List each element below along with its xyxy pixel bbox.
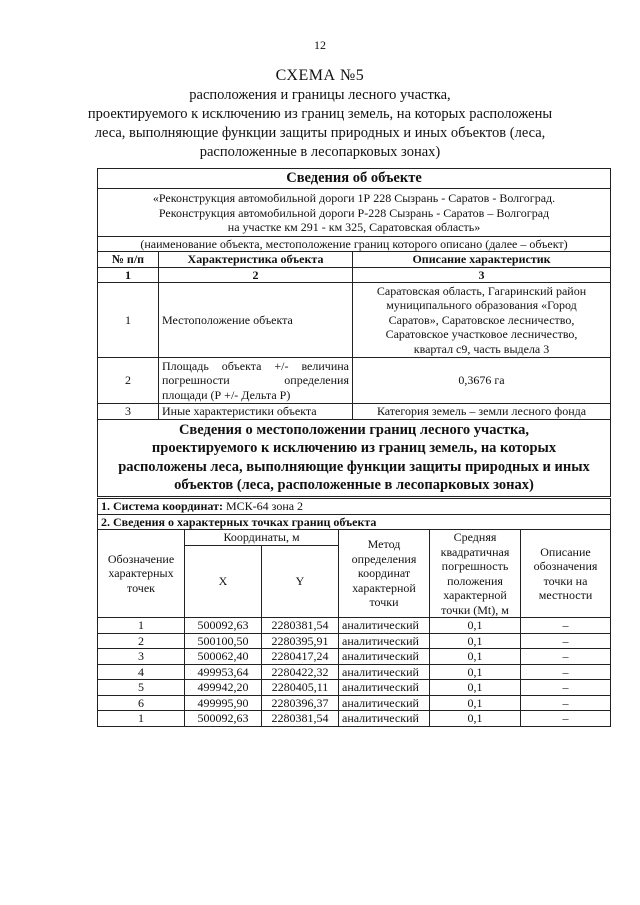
characteristic-line: площади (Р +/- Дельта Р) xyxy=(162,387,291,402)
document-subtitle-line: проектируемого к исключению из границ земель, на которых расположены xyxy=(87,106,553,122)
cell-description: – xyxy=(521,695,611,711)
cell-y: 2280381,54 xyxy=(262,711,339,727)
object-name-line: «Реконструкция автомобильной дороги 1Р 228 Сызрань - Саратов - Волгоград. xyxy=(152,191,556,205)
cell-x: 500092,63 xyxy=(185,618,262,634)
coordinate-system xyxy=(98,499,611,515)
cell-method: аналитический xyxy=(339,680,430,696)
description-line: Саратовская область, Гагаринский район xyxy=(376,283,587,298)
page-number: 12 xyxy=(314,38,326,52)
cell-method: аналитический xyxy=(339,633,430,649)
cell-y: 2280396,37 xyxy=(262,695,339,711)
table-row xyxy=(98,633,611,649)
header-point-description: Описание обозначения точки на местности xyxy=(521,530,611,618)
header-number: № п/п xyxy=(98,252,159,268)
cell-method: аналитический xyxy=(339,618,430,634)
cell-accuracy: 0,1 xyxy=(430,633,521,649)
row-number: 2 xyxy=(98,358,159,404)
document-heading xyxy=(40,66,600,162)
cell-accuracy: 0,1 xyxy=(430,649,521,665)
cell-accuracy: 0,1 xyxy=(430,680,521,696)
cell-x: 500100,50 xyxy=(185,633,262,649)
table-row xyxy=(98,618,611,634)
header-description: Описание характеристик xyxy=(353,252,611,268)
cell-accuracy: 0,1 xyxy=(430,711,521,727)
cell-x: 500092,63 xyxy=(185,711,262,727)
coordinate-system-value: МСК-64 зона 2 xyxy=(225,499,304,513)
cell-accuracy: 0,1 xyxy=(430,618,521,634)
row-number: 3 xyxy=(98,404,159,420)
characteristic-line: Площадь объекта +/- величина xyxy=(162,358,349,373)
cell-description: – xyxy=(521,633,611,649)
object-name-caption: (наименование объекта, местоположение границ которого описано (далее – объект) xyxy=(98,236,611,252)
location-title-line: объектов (леса, расположенные в лесопарковых зонах) xyxy=(174,477,534,493)
table-row xyxy=(98,711,611,727)
cell-x: 499995,90 xyxy=(185,695,262,711)
points-section-title: 2. Сведения о характерных точках границ объекта xyxy=(98,514,611,530)
row-characteristic: Иные характеристики объекта xyxy=(159,404,353,420)
header-y: Y xyxy=(262,546,339,618)
document-subtitle-line: расположения и границы лесного участка, xyxy=(189,87,451,103)
cell-point: 6 xyxy=(98,695,185,711)
document-subtitle-line: расположенные в лесопарковых зонах) xyxy=(199,144,441,160)
cell-description: – xyxy=(521,618,611,634)
table-row xyxy=(98,649,611,665)
cell-x: 500062,40 xyxy=(185,649,262,665)
row-characteristic: Местоположение объекта xyxy=(159,283,353,358)
document-subtitle-line: леса, выполняющие функции защиты природных и иных объектов (леса, xyxy=(94,125,546,141)
cell-description: – xyxy=(521,664,611,680)
location-title-line: Сведения о местоположении границ лесного участка, xyxy=(178,421,530,438)
cell-point: 1 xyxy=(98,711,185,727)
table-row xyxy=(98,664,611,680)
column-number: 1 xyxy=(98,267,159,283)
cell-x: 499942,20 xyxy=(185,680,262,696)
characteristic-line: погрешности определения xyxy=(162,373,349,388)
cell-accuracy: 0,1 xyxy=(430,664,521,680)
header-characteristic: Характеристика объекта xyxy=(159,252,353,268)
cell-point: 2 xyxy=(98,633,185,649)
header-point-designation: Обозначение характерных точек xyxy=(98,530,185,618)
boundary-points-table xyxy=(97,498,610,727)
cell-method: аналитический xyxy=(339,664,430,680)
cell-method: аналитический xyxy=(339,695,430,711)
header-accuracy: Средняя квадратичная погрешность положения характерной точки (Mt), м xyxy=(430,530,521,618)
description-line: квартал с9, часть выдела 3 xyxy=(413,341,550,356)
cell-description: – xyxy=(521,680,611,696)
table-row xyxy=(98,680,611,696)
cell-y: 2280395,91 xyxy=(262,633,339,649)
document-title: СХЕМА №5 xyxy=(275,67,365,84)
object-section-title: Сведения об объекте xyxy=(98,169,611,189)
cell-point: 1 xyxy=(98,618,185,634)
cell-description: – xyxy=(521,711,611,727)
description-line: муниципального образования «Город xyxy=(386,298,577,313)
object-name xyxy=(98,189,611,237)
cell-y: 2280405,11 xyxy=(262,680,339,696)
row-characteristic xyxy=(159,358,353,404)
header-x: X xyxy=(185,546,262,618)
cell-y: 2280381,54 xyxy=(262,618,339,634)
table-row xyxy=(98,695,611,711)
description-line: Саратовское участковое лесничество, xyxy=(385,327,578,342)
object-name-line: Реконструкция автомобильной дороги Р-228 Сызрань - Саратов – Волгоград xyxy=(158,205,550,220)
cell-point: 4 xyxy=(98,664,185,680)
cell-y: 2280417,24 xyxy=(262,649,339,665)
column-number: 3 xyxy=(353,267,611,283)
cell-method: аналитический xyxy=(339,649,430,665)
column-number: 2 xyxy=(159,267,353,283)
description-line: Саратов», Саратовское лесничество, xyxy=(388,312,575,327)
header-method: Метод определения координат характерной точки xyxy=(339,530,430,618)
row-number: 1 xyxy=(98,283,159,358)
row-description xyxy=(353,283,611,358)
location-title-line: проектируемого к исключению из границ земель, на которых xyxy=(151,440,557,456)
location-title-line: расположены леса, выполняющие функции защиты природных и иных xyxy=(118,458,590,475)
cell-description: – xyxy=(521,649,611,665)
object-info-table xyxy=(97,168,610,497)
row-description: 0,3676 га xyxy=(353,358,611,404)
row-description: Категория земель – земли лесного фонда xyxy=(353,404,611,420)
cell-method: аналитический xyxy=(339,711,430,727)
location-section-title xyxy=(98,419,611,496)
cell-y: 2280422,32 xyxy=(262,664,339,680)
object-name-line: на участке км 291 - км 325, Саратовская область» xyxy=(227,220,481,234)
header-coordinates: Координаты, м xyxy=(185,530,339,546)
cell-x: 499953,64 xyxy=(185,664,262,680)
coordinate-system-label: 1. Система координат: xyxy=(101,499,223,513)
cell-point: 3 xyxy=(98,649,185,665)
cell-point: 5 xyxy=(98,680,185,696)
cell-accuracy: 0,1 xyxy=(430,695,521,711)
